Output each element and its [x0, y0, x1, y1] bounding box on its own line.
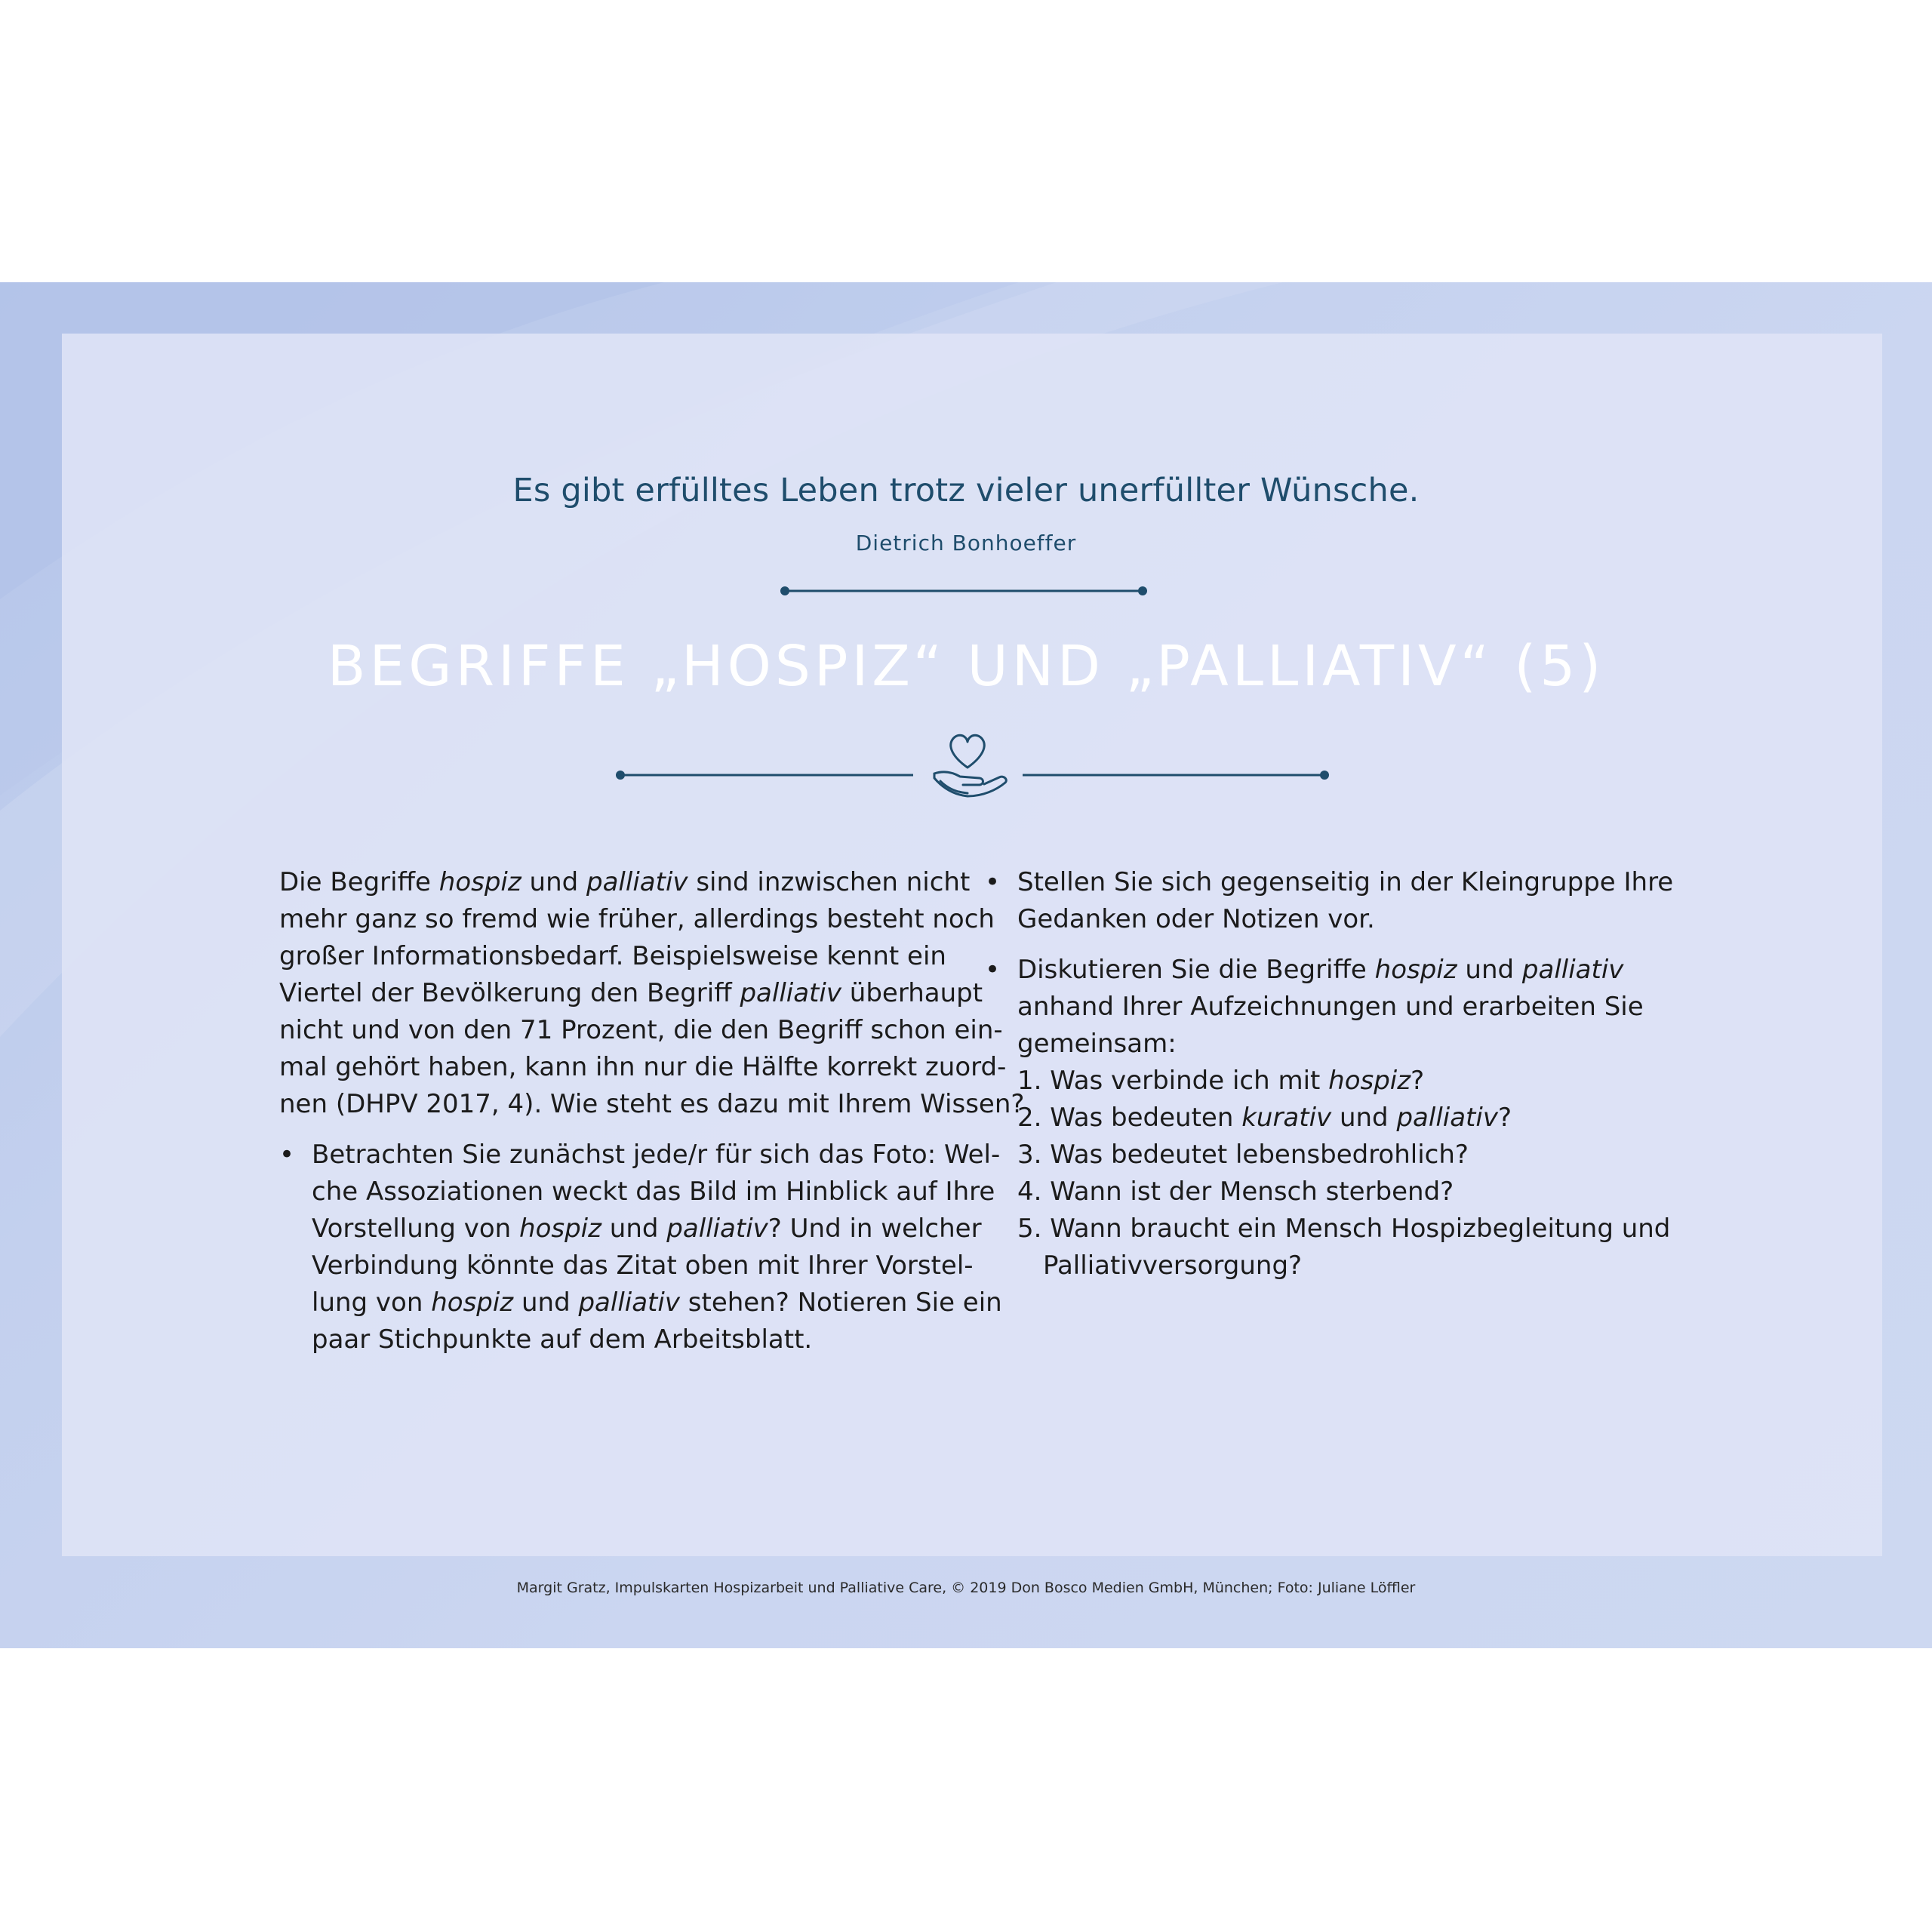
text-line — [279, 864, 971, 901]
numbered-item — [1017, 1137, 1649, 1174]
text-line — [279, 938, 946, 975]
text-line — [1017, 1026, 1649, 1063]
text-segment: nicht und von den 71 Prozent, die den Begriff schon ein- — [279, 1015, 1003, 1045]
text-segment: gemeinsam: — [1017, 1029, 1177, 1059]
text-segment: 5. Wann braucht ein Mensch Hospizbegleitung und — [1017, 1214, 1671, 1244]
footer-credit: Margit Gratz, Impulskarten Hospizarbeit und Palliative Care, © 2019 Don Bosco Medien GmbH, München; Foto: Juliane Löffler — [516, 1580, 1416, 1596]
numbered-item — [1017, 1100, 1649, 1137]
text-segment: überhaupt — [841, 978, 983, 1008]
italic-term: palliativ — [586, 867, 688, 897]
page-title: BEGRIFFE „HOSPIZ“ UND „PALLIATIV“ (5) — [327, 634, 1605, 699]
bullet-dot: • — [985, 955, 1001, 985]
text-line — [279, 1012, 1003, 1049]
divider-with-heart-hand — [611, 728, 1332, 804]
text-line — [279, 1086, 1025, 1123]
text-segment: 2. Was bedeuten — [1017, 1103, 1242, 1133]
text-segment: ? — [1411, 1066, 1425, 1096]
right-column — [985, 864, 1674, 1284]
text-segment: 4. Wann ist der Mensch sterbend? — [1017, 1177, 1454, 1207]
italic-term: palliativ — [578, 1287, 680, 1318]
text-line — [312, 1321, 943, 1358]
text-segment: Betrachten Sie zunächst jede/r für sich das Foto: Wel- — [312, 1140, 1001, 1170]
intro-paragraph — [279, 864, 1025, 1123]
italic-term: palliativ — [1521, 955, 1624, 985]
bullet-dot: • — [279, 1140, 295, 1170]
text-segment: 3. Was bedeutet lebensbedrohlich? — [1017, 1140, 1469, 1170]
list-item — [985, 864, 1674, 938]
text-line — [279, 901, 995, 938]
italic-term: kurativ — [1241, 1103, 1332, 1133]
italic-term: hospiz — [1328, 1066, 1411, 1096]
text-line — [1017, 989, 1649, 1026]
text-segment: che Assoziationen weckt das Bild im Hinblick auf Ihre — [312, 1177, 995, 1207]
italic-term: hospiz — [519, 1214, 601, 1244]
text-line — [1017, 901, 1649, 938]
divider-line-top — [777, 581, 1155, 601]
list-item — [279, 1137, 1002, 1358]
numbered-item-continuation: Palliativversorgung? — [1043, 1251, 1303, 1281]
text-segment: stehen? Notieren Sie ein — [679, 1287, 1002, 1318]
numbered-question-list — [1017, 1063, 1671, 1247]
text-segment: sind inzwischen nicht — [688, 867, 971, 897]
italic-term: palliativ — [1396, 1103, 1498, 1133]
text-segment: mal gehört haben, kann ihn nur die Hälfte korrekt zuord- — [279, 1052, 1007, 1082]
text-line — [312, 1174, 995, 1211]
text-segment: Gedanken oder Notizen vor. — [1017, 904, 1375, 934]
italic-term: palliativ — [666, 1214, 768, 1244]
italic-term: palliativ — [740, 978, 841, 1008]
text-segment: und — [1457, 955, 1522, 985]
text-line — [312, 1247, 974, 1284]
italic-term: hospiz — [438, 867, 521, 897]
bullet-dot: • — [985, 867, 1001, 897]
numbered-item — [1017, 1063, 1649, 1100]
text-segment: anhand Ihrer Aufzeichnungen und erarbeiten Sie — [1017, 992, 1644, 1022]
text-segment: Die Begriffe — [279, 867, 439, 897]
text-segment: mehr ganz so fremd wie früher, allerdings besteht noch — [279, 904, 995, 934]
text-line — [1017, 864, 1674, 901]
text-segment: lung von — [312, 1287, 432, 1318]
text-segment: und — [1331, 1103, 1397, 1133]
text-line — [1017, 952, 1649, 989]
text-segment: Viertel der Bevölkerung den Begriff — [279, 978, 740, 1008]
text-segment: ? Und in welcher — [768, 1214, 982, 1244]
text-segment: 1. Was verbinde ich mit — [1017, 1066, 1329, 1096]
text-segment: Stellen Sie sich gegenseitig in der Kleingruppe Ihre — [1017, 867, 1674, 897]
italic-term: hospiz — [431, 1287, 514, 1318]
text-segment: Vorstellung von — [312, 1214, 520, 1244]
text-line — [312, 1137, 1001, 1174]
quote-author: Dietrich Bonhoeffer — [855, 531, 1077, 555]
numbered-item — [1017, 1174, 1649, 1211]
text-segment: Diskutieren Sie die Begriffe — [1017, 955, 1375, 985]
text-segment: nen (DHPV 2017, 4). Wie steht es dazu mit Ihrem Wissen? — [279, 1089, 1025, 1119]
numbered-item — [1017, 1211, 1671, 1247]
text-line — [312, 1211, 982, 1247]
text-line — [279, 975, 983, 1012]
italic-term: hospiz — [1374, 955, 1457, 985]
heart-in-hand-icon — [934, 735, 1006, 796]
text-segment: und — [601, 1214, 667, 1244]
left-column — [279, 864, 1025, 1358]
text-segment: Verbindung könnte das Zitat oben mit Ihrer Vorstel- — [312, 1251, 974, 1281]
list-item — [985, 952, 1671, 1284]
text-segment: paar Stichpunkte auf dem Arbeitsblatt. — [312, 1324, 813, 1355]
quote-text: Es gibt erfülltes Leben trotz vieler unerfüllter Wünsche. — [512, 472, 1420, 509]
text-segment: und — [521, 867, 587, 897]
text-segment: und — [513, 1287, 579, 1318]
text-segment: großer Informationsbedarf. Beispielsweise kennt ein — [279, 941, 946, 971]
text-segment: ? — [1497, 1103, 1512, 1133]
text-line — [279, 1049, 1007, 1086]
text-line — [312, 1284, 1002, 1321]
